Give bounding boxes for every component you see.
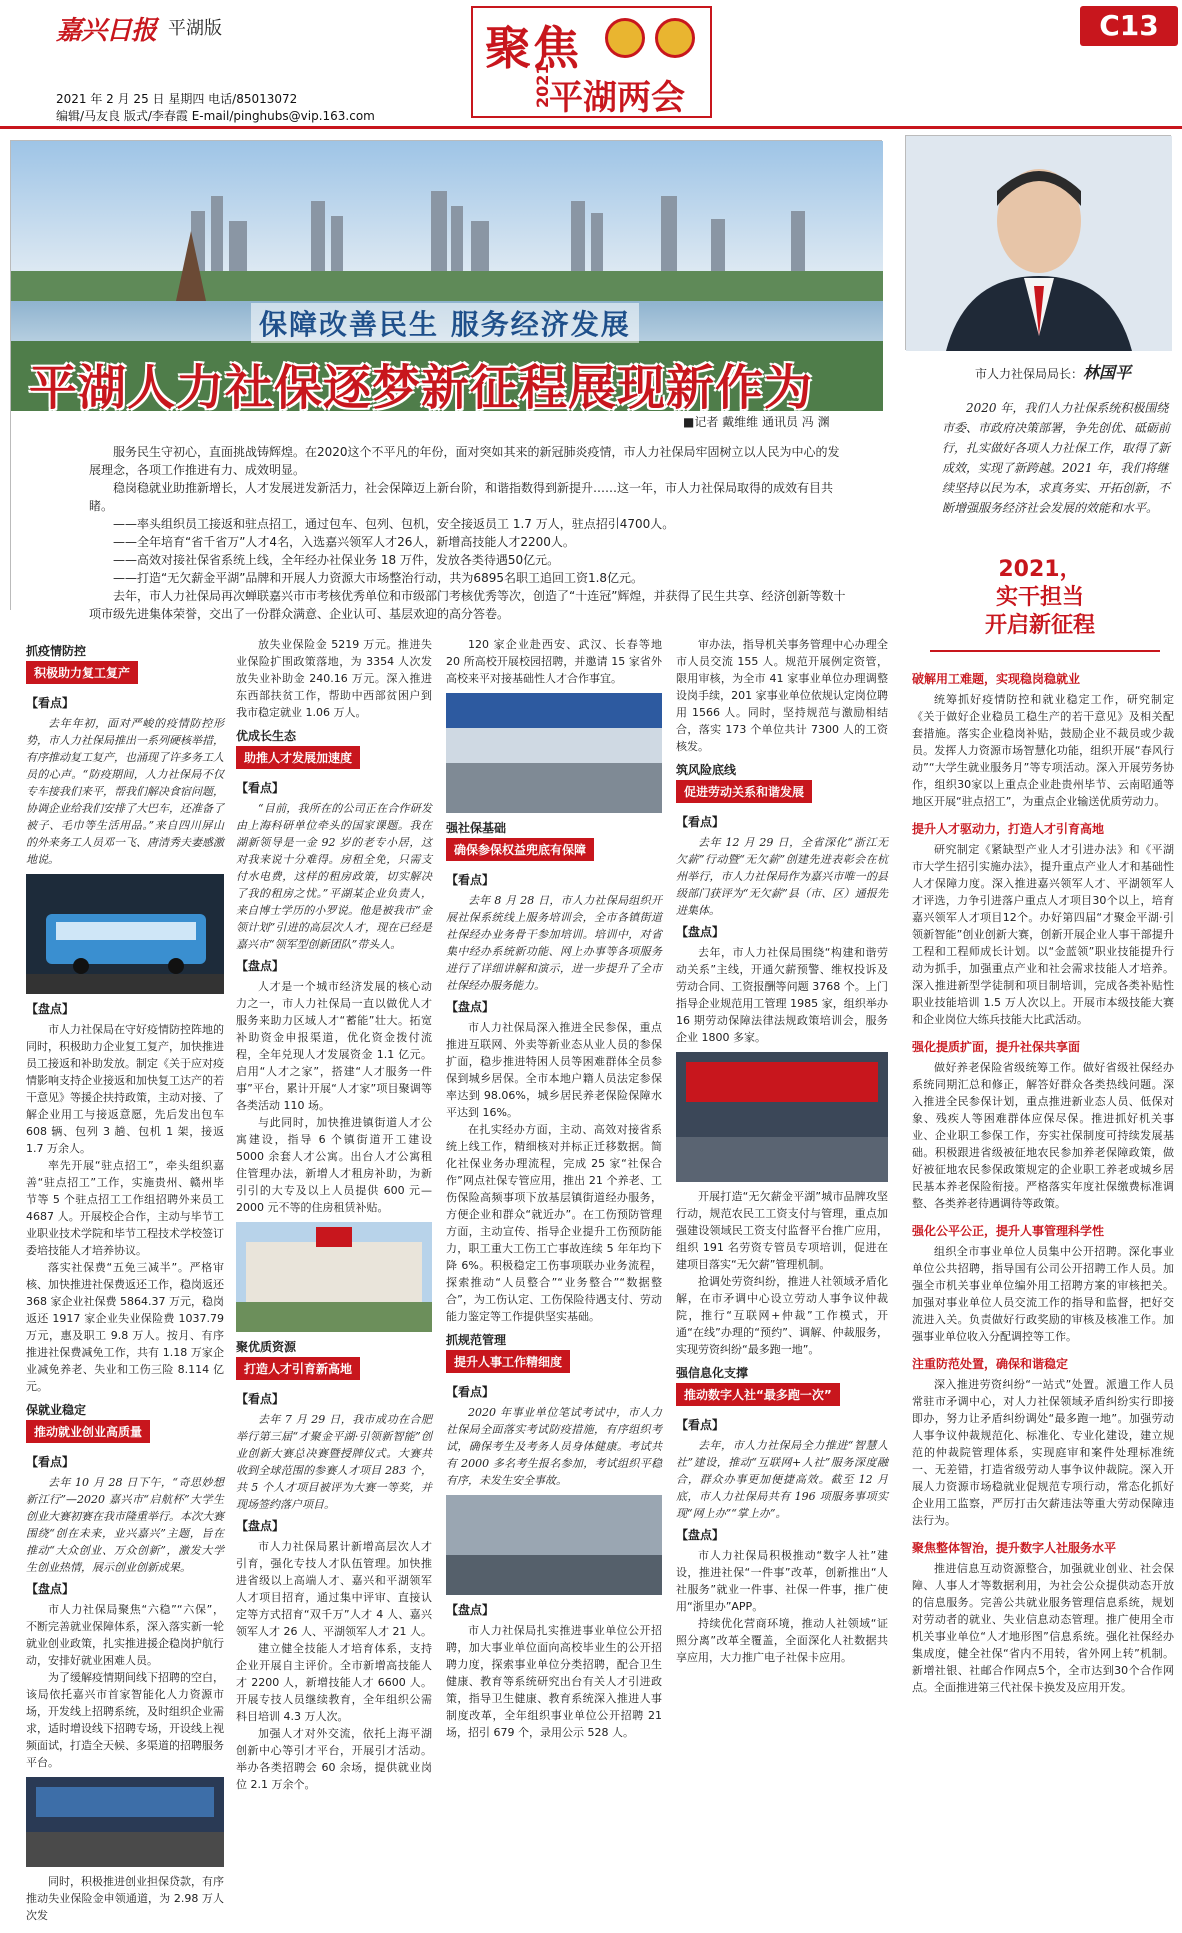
highlight-text-5: 去年 8 月 28 日，市人力社保局组织开展社保系统线上服务培训会，全市各镇街道社保经办业务骨干参加培训。培训中，对省集中经办系统新功能、网上办事等各项服务进行了详细讲解和演示，进一步提升了全市社保经办服务能力。 (446, 894, 662, 992)
section-bar-5: 确保参保权益兜底有保障 (446, 838, 594, 861)
sidebar-plan-column (912, 660, 1174, 1928)
focus-banner (471, 6, 712, 118)
tag-review-6: 【盘点】 (446, 1603, 495, 1617)
page-number: C13 (1080, 6, 1178, 46)
section-kicker-4: 聚优质资源 (236, 1340, 297, 1354)
job-fair-photo (446, 693, 662, 813)
tag-highlight-8: 【看点】 (676, 1418, 725, 1432)
lead-p7: 去年，市人力社保局再次蝉联嘉兴市市考核优秀单位和市级部门考核优秀等次，创造了“十连冠”辉煌，并获得了民生共享、经济创新等数十项市级先进集体荣誉，交出了一份群众满意、企业认可、基层欢迎的高分答卷。 (89, 589, 846, 621)
lead-p4: ——全年培育“省千省万”人才4名，入选嘉兴领军人才26人，新增高技能人才2200人。 (113, 535, 575, 549)
highlight-text-3: “目前，我所在的公司正在合作研发由上海科研单位牵头的国家课题。我在湖新领导是一金 92 岁的老专小居，这对我来说十分难得。房租全免，只需支付水电费，这样的租房政策，切实解决了我的租房之忧。”平湖某企业负责人，来自博士学历的小罗说。他是被我市“金领计划”引进的高层次人才，现在已经是嘉兴市“领军型创新团队”带头人。 (236, 802, 432, 951)
plan-head-3: 强化提质扩面，提升社保共享面 (912, 1040, 1081, 1054)
c4-review-p5: 持续优化营商环境，推动人社领域“证照分离”改革全覆盖，全面深化人社数据共享应用，大力推广电子社保卡应用。 (676, 1617, 888, 1664)
slogan-underline (930, 650, 1160, 652)
plan-head-1: 破解用工难题，实现稳岗稳就业 (912, 672, 1081, 686)
section-kicker-2: 保就业稳定 (26, 1403, 87, 1417)
highlight-text-8: 去年，市人力社保局全力推进“智慧人社”建设，推动“互联网+人社”服务深度融合，群众办事更加便捷高效。截至 12 月底，市人力社保局共有 196 项服务事项实现“网上办”“掌上办”。 (676, 1439, 888, 1520)
c3-p1: 120 家企业赴西安、武汉、长春等地 20 所高校开展校园招聘，并邀请 15 家省外高校来平对接基础性人才合作事宜。 (446, 638, 662, 685)
section-bar-3: 助推人才发展加速度 (236, 746, 360, 769)
plan-body-5: 深入推进劳资纠纷“一站式”处置。派遣工作人员常驻市矛调中心，对人力社保领域矛盾纠纷实行即接即办，努力让矛盾纠纷调处“最多跑一地”。加强劳动人事争议仲裁规范化、标准化、专业化建设，建立规范的仲裁院管理体系，实现庭审和案件处理标准统一、无差错，打造省级劳动人事争议仲裁院。深入开展人力资源市场稳就业促规范专项行动，常态化抓好企业用工监察，严厉打击欠薪违法等重大劳动保障违法行为。 (912, 1378, 1174, 1527)
c3-review-p3: 市人力社保局扎实推进事业单位公开招聘，加大事业单位面向高校毕业生的公开招聘力度，探索事业单位分类招聘，配合卫生健康、教育等系统研究出台有关人才引进政策，指导卫生健康、教育系统深入推进人事制度改革，全年组织事业单位公开招聘 21 场，招引 679 个，录用公示 528 人。 (446, 1624, 662, 1739)
tag-review: 【盘点】 (26, 1002, 75, 1016)
tag-review-3: 【盘点】 (236, 959, 285, 973)
slogan-line-1: 2021， (998, 557, 1082, 582)
plan-body-4: 组织全市事业单位人员集中公开招聘。深化事业单位公共招聘，指导国有公司公开招聘工作人员。加强全市机关事业单位编外用工招聘方案的审核把关。加强对事业单位人员交流工作的指导和监督，把好交流进入关。负责做好行政奖励的审核及核准工作。加强事业单位收入分配调控等工作。 (912, 1245, 1174, 1343)
highlight-text-6: 2020 年事业单位笔试考试中，市人力社保局全面落实考试防疫措施，有序组织考试，确保考生及考务人员身体健康。考试共有 2000 多名考生报名参加，考试组织平稳有序，未发生安全事故。 (446, 1406, 662, 1487)
article-column-3 (446, 636, 662, 1928)
c2-review-p5: 加强人才对外交流，依托上海平湖创新中心等引才平台，开展引才活动。举办各类招聘会 60 余场，提供就业岗位 2.1 万余个。 (236, 1727, 432, 1791)
c3-review-p2: 在扎实经办方面，主动、高效对接省系统上线工作，精细核对并标正迁移数据。简化社保业务办理流程，完成 25 家“社保合作”网点社保专管应用，推出 21 个养老、工伤保险高频事项下放基层镇街道经办服务，方便企业和群众“就近办”。在工伤预防管理方面，主动宣传、指导企业提升工伤预防能力，职工重大工伤工亡事故连续 5 年年均下降 6%。积极稳定工伤事项联办业务流程，探索推动“人员整合”“业务整合”“数据整合”，为工伤认定、工伤保险待遇支付、劳动能力鉴定等工作提供坚实基础。 (446, 1123, 662, 1323)
exam-photo (446, 1495, 662, 1595)
focus-subtitle: 平湖两会 (549, 78, 685, 118)
c2-p1: 放失业保险金 5219 万元。推进失业保险扩围政策落地，为 3354 人次发放失业补助金 240.16 万元。深入推进东西部扶贫工作，帮助中西部贫困户到我市稳定就业 1.06 万人。 (236, 638, 432, 719)
tag-highlight: 【看点】 (26, 696, 75, 710)
date-line: 2021 年 2 月 25 日 星期四 电话/85013072 (56, 92, 298, 106)
lead-p6: ——打造“无欠薪金平湖”品牌和开展人力资源大市场整治行动，共为6895名职工追回工资1.8亿元。 (113, 571, 644, 585)
lead-p2: 稳岗稳就业助推新增长，人才发展迸发新活力，社会保障迈上新台阶，和谐指数得到新提升……这一年，市人力社保局取得的成效有目共睹。 (89, 481, 834, 513)
section-bar-8: 推动数字人社“最多跑一次” (676, 1383, 840, 1406)
award-meeting-photo (676, 1052, 888, 1182)
focus-year: 2021 (533, 63, 552, 108)
c2-review-p2: 与此同时，加快推进镇街道人才公寓建设，指导 6 个镇街道开工建设 5000 余套人才公寓。出台人才公寓租住管理办法，新增人才租房补助，为新引引的大专及以上人员提供 600 元—2000 元不等的住房租赁补贴。 (236, 1116, 432, 1214)
tag-highlight-4: 【看点】 (236, 1392, 285, 1406)
article-column-4 (676, 636, 888, 1928)
article-column-1 (26, 636, 224, 1928)
masthead-rule (0, 126, 1182, 129)
section-bar-6: 提升人事工作精细度 (446, 1350, 570, 1373)
sidebar-slogan (915, 556, 1165, 640)
plan-head-2: 提升人才驱动力，打造人才引育高地 (912, 822, 1105, 836)
c2-review-p1: 人才是一个城市经济发展的核心动力之一，市人力社保局一直以做优人才服务来助力区域人才“蓄能”壮大。拓宽补助资金申报渠道，优化资金拨付流程，全年兑现人才发展资金 1.1 亿元。启用“人才之家”，搭建“人才服务一件事”平台，累计开展“人才家”项目聚调等各类活动 110 场。 (236, 980, 432, 1112)
lead-paragraphs (89, 443, 849, 623)
hero-headline: 平湖人力社保逐梦新征程展现新作为 (29, 360, 814, 416)
section-kicker-5: 强社保基础 (446, 821, 507, 835)
lead-p5: ——高效对接社保省系统上线，全年经办社保业务 18 万件，发放各类待遇50亿元。 (113, 553, 560, 567)
section-kicker-6: 抓规范管理 (446, 1333, 507, 1347)
tag-highlight-5: 【看点】 (446, 873, 495, 887)
director-intro: 2020 年，我们人力社保系统积极围绕市委、市政府决策部署，争先创优、砥砺前行，扎实做好各项人力社保工作，取得了新成效，实现了新跨越。2021 年，我们将继续坚持以民为本，求真务实、开拓创新，不断增强服务经济社会发展的效能和水平。 (942, 401, 1171, 515)
tag-review-7: 【盘点】 (676, 925, 725, 939)
edition-label: 平湖版 (168, 18, 222, 39)
section-kicker-7: 筑风险底线 (676, 763, 737, 777)
tag-highlight-3: 【看点】 (236, 781, 285, 795)
highlight-text-4: 去年 7 月 29 日，我市成功在合肥举行第三届“才聚金平湖·引领新智能”创业创新大赛总决赛暨授牌仪式。大赛共收到全球范围的参赛人才项目 283 个，共 5 个人才项目被评为大赛一等奖，并现场签约落户项目。 (236, 1413, 432, 1511)
caption-prefix: 市人力社保局局长： (975, 367, 1084, 381)
c4-p1: 审办法，指导机关事务管理中心办理全市人员交流 155 人。规范开展例定资管，限用审核，为全市 41 家事业单位办理调整设岗手续，201 家事业单位依规认定岗位聘用 1566 人。同时，坚持规范与激励相结合，落实 173 个单位共计 7300 人的工资核发。 (676, 638, 888, 753)
national-emblem-icon (605, 18, 645, 58)
caption-name: 林国平 (1083, 363, 1132, 382)
bus-photo (26, 874, 224, 994)
c4-review-p4: 市人力社保局积极推动“数字人社”建设，推进社保“一件事”改革，创新推出“人社服务”就业一件事、社保一件事，推广使用“浙里办”APP。 (676, 1549, 888, 1613)
lead-p1: 服务民生守初心，直面挑战铸辉煌。在2020这个不平凡的年份，面对突如其来的新冠肺炎疫情，市人力社保局牢固树立以人民为中心的发展理念，各项工作推进有力、成效明显。 (89, 445, 840, 477)
review-p1: 市人力社保局在守好疫情防控阵地的同时，积极助力企业复工复产，加快推进员工接返和补助发放。制定《关于应对疫情影响支持企业接返和加快复工达产的若干意见》等援企扶持政策，主动对接、了解企业用工与接返意愿，先后发出包车 608 辆、包列 3 趟、包机 1 架，接返 1.7 万余人。 (26, 1023, 224, 1155)
highlight-text: 去年年初，面对严峻的疫情防控形势，市人力社保局推出一系列硬核举措，有序推动复工复产，也涌现了许多务工人员的心声。“防疫期间，人力社保局不仅专车接我们来平，帮我们解决食宿问题，协调企业给我们安排了大巴车，还准备了被子、毛巾等生活用品。”来自四川屏山的外来务工人员邓一飞、唐清秀夫妻感激地说。 (26, 717, 224, 866)
review-p6: 同时，积极推进创业担保贷款，有序推动失业保险金申领通道，为 2.98 万人次发 (26, 1875, 224, 1922)
tag-review-5: 【盘点】 (446, 1000, 495, 1014)
byline: ■记者 戴维维 通讯员 冯 渊 (683, 415, 830, 429)
portrait-caption (975, 360, 1131, 383)
review-p4: 市人力社保局聚焦“六稳”“六保”，不断完善就业保障体系，深入落实新一轮就业创业政策，扎实推进援企稳岗护航行动，安排好就业困难人员。 (26, 1603, 224, 1667)
slogan-line-3: 开启新征程 (984, 613, 1095, 638)
review-p5: 为了缓解疫情期间线下招聘的空白，该局依托嘉兴市首家智能化人力资源市场，开发线上招聘系统，及时组织企业需求，适时增设线下招聘专场，开设线上视频面试，打造全天候、多渠道的招聘服务平台。 (26, 1671, 224, 1769)
tag-highlight-6: 【看点】 (446, 1385, 495, 1399)
plan-head-6: 聚焦整体智治，提升数字人社服务水平 (912, 1541, 1117, 1555)
c4-review-p2: 开展打造“无欠薪金平湖”城市品牌攻坚行动，规范农民工工资支付与管理，重点加强建设领域民工资支付监督平台推广应用，组织 191 名劳资专管员专项培训，促进在建项目落实“无欠薪”管理机制。 (676, 1190, 888, 1271)
section-bar-4: 打造人才引育新高地 (236, 1357, 360, 1380)
focus-title: 聚焦 (485, 21, 581, 75)
c4-review-p3: 抢调处劳资纠纷，推进人社领域矛盾化解，在市矛调中心设立劳动人事争议仲裁院，推行“互联网+仲裁”工作模式，开通“在线”办理的“预约”、调解、仲裁服务，实现劳资纠纷“最多跑一地”。 (676, 1275, 888, 1356)
c2-review-p4: 建立健全技能人才培育体系，支持企业开展自主评价。全市新增高技能人才 2200 人，新增技能人才 6600 人。开展专技人员继续教育，全年组织公需科目培训 4.3 万人次。 (236, 1642, 432, 1723)
tag-review-4: 【盘点】 (236, 1519, 285, 1533)
tag-review-2: 【盘点】 (26, 1582, 75, 1596)
tag-highlight-2: 【看点】 (26, 1455, 75, 1469)
plan-head-4: 强化公平公正，提升人事管理科学性 (912, 1224, 1105, 1238)
highlight-text-2: 去年 10 月 28 日下午，“奇思妙想新江行”—2020 嘉兴市“启航杯”大学生创业大赛初赛在我市隆重举行。本次大赛围绕“创在未来，业兴嘉兴”主题，旨在推动“大众创业、万众创新”，激发大学生创业热情，展示创业创新成果。 (26, 1476, 224, 1574)
apartment-photo (236, 1222, 432, 1332)
c2-review-p3: 市人力社保局累计新增高层次人才引育，强化专技人才队伍管理。加快推进省级以上高端人才、嘉兴和平湖领军人才项目招育，通过集中评审、直接认定等方式招育“双千万”人才 4 人、嘉兴领军人才 26 人、平湖领军人才 21 人。 (236, 1540, 432, 1638)
section-kicker: 抓疫情防控 (26, 644, 87, 658)
plan-body-6: 推进信息互动资源整合，加强就业创业、社会保障、人事人才等数据利用，为社会公众提供动态开放的信息服务。完善公共就业服务管理信息系统，规划对劳动者的就业、失业信息动态管理。推广使用全市机关事业单位“人才地形图”信息系统。强化社保经办集成度，健全社保“省内不用转，省外网上转”机制。新增社银、社邮合作网点5个，全市达到30个合作网点。全面推进第三代社保卡换发及应用开发。 (912, 1562, 1174, 1694)
review-p2: 率先开展“驻点招工”，牵头组织嘉善“驻点招工”工作，实施贵州、赣州毕节等 5 个驻点招工工作组招聘外来员工 4687 人。开展校企合作，主动与毕节工业职业技术学院和毕节工程技术学校签订委培技能人才培养协议。 (26, 1159, 224, 1257)
plan-head-5: 注重防范处置，确保和谐稳定 (912, 1357, 1069, 1371)
conference-photo (26, 1777, 224, 1867)
plan-body-3: 做好养老保险省级统筹工作。做好省级社保经办系统同期汇总和修正，解答好群众各类热线问题。深入推进全民参保计划，重点推进新业态人员、低保对象、残疾人等困难群体应保尽保。推进抓好机关事业、企业职工参保工作，夯实社保制度可持续发展基础。积极跟进省级被征地农民参加养老保障政策，做好被征地农民参保政策规定的企业职工养老或城乡居民基本养老保险衔接。严格落实年度社保缴费标准调整、各类养老待遇调待等政策。 (912, 1061, 1174, 1210)
section-bar: 积极助力复工复产 (26, 661, 138, 684)
section-bar-7: 促进劳动关系和谐发展 (676, 780, 812, 803)
editor-line: 编辑/马友良 版式/李春霞 E-mail/pinghubs@vip.163.com (56, 109, 375, 123)
slogan-line-2: 实干担当 (995, 585, 1084, 610)
plan-body-2: 研究制定《紧缺型产业人才引进办法》和《平湖市大学生招引实施办法》，提升重点产业人才和基础性人才保障力度。深入推进嘉兴领军人才、平湖领军人才评选，力争引进落户重点人才项目30个以上，培育嘉兴领军人才项目12个。办好第四届“才聚金平湖·引领新智能”创业创新大赛，创新开展企业人事干部提升工程和工程师成长计划。以“金蓝领”职业技能提升行动为抓手，加强重点产业和社会需求技能人才培养。深入推进新型学徒制和项目制培训，完成各类补贴性职业技能培训 1.5 万人次以上。开展市本级技能大赛和企业岗位大练兵技能大比武活动。 (912, 843, 1174, 1026)
section-kicker-3: 优成长生态 (236, 729, 297, 743)
plan-body-1: 统筹抓好疫情防控和就业稳定工作，研究制定《关于做好企业稳员工稳生产的若干意见》及相关配套措施。落实企业稳岗补贴，鼓励企业不裁员或少裁员。发挥人力资源市场智慧化功能，组织开展“春风行动”“大学生就业服务月”等专项活动。深入开展劳务协作，组织30家以上重点企业赴贵州毕节、云南昭通等地区开展“驻点招工”，为重点企业输送优质劳动力。 (912, 693, 1174, 808)
cppcc-emblem-icon (655, 18, 695, 58)
hero-banner (10, 140, 882, 621)
section-bar-2: 推动就业创业高质量 (26, 1420, 150, 1443)
c3-review-p1: 市人力社保局深入推进全民参保，重点推进互联网、外卖等新业态从业人员的参保扩面，稳步推进特困人员等困难群体全员参保到城乡居保。全市本地户籍人员法定参保率达到 98.06%，城乡居民养老保险保障水平达到 16%。 (446, 1021, 662, 1119)
newspaper-logo: 嘉兴日报 (56, 16, 157, 46)
lead-p3: ——率头组织员工接返和驻点招工，通过包车、包列、包机，安全接返员工 1.7 万人，驻点招引4700人。 (113, 517, 675, 531)
highlight-text-7: 去年 12 月 29 日，全省深化“浙江无欠薪”行动暨“无欠薪”创建先进表彰会在杭州举行，市人力社保局作为嘉兴市唯一的县级部门获评为“无欠薪”县（市、区）通报先进集体。 (676, 836, 888, 917)
c4-review-p1: 去年，市人力社保局围绕“构建和谐劳动关系”主线，开通欠薪预警、维权投诉及劳动合同、工资报酬等问题 3768 个。上门指导企业规范用工管理 1985 家，组织举办 16 期劳动保障法律法规政策培训会，服务企业 1800 多家。 (676, 946, 888, 1044)
section-kicker-8: 强信息化支撑 (676, 1366, 749, 1380)
article-column-2 (236, 636, 432, 1928)
review-p3: 落实社保费“五免三减半”。严格审核、加快推进社保费返还工作，稳岗返还 368 家企业社保费 5864.37 万元，稳岗返还 1917 家企业失业保险费 1037.79 万元，惠及职工 9.8 万人。按月、有序推进社保费减免工作，共有 1.18 万家企业减免养老、失业和工伤三险 8.114 亿元。 (26, 1261, 224, 1393)
portrait-photo (905, 135, 1171, 350)
tag-highlight-7: 【看点】 (676, 815, 725, 829)
tag-review-8: 【盘点】 (676, 1528, 725, 1542)
hero-subheadline: 保障改善民生 服务经济发展 (251, 303, 639, 343)
